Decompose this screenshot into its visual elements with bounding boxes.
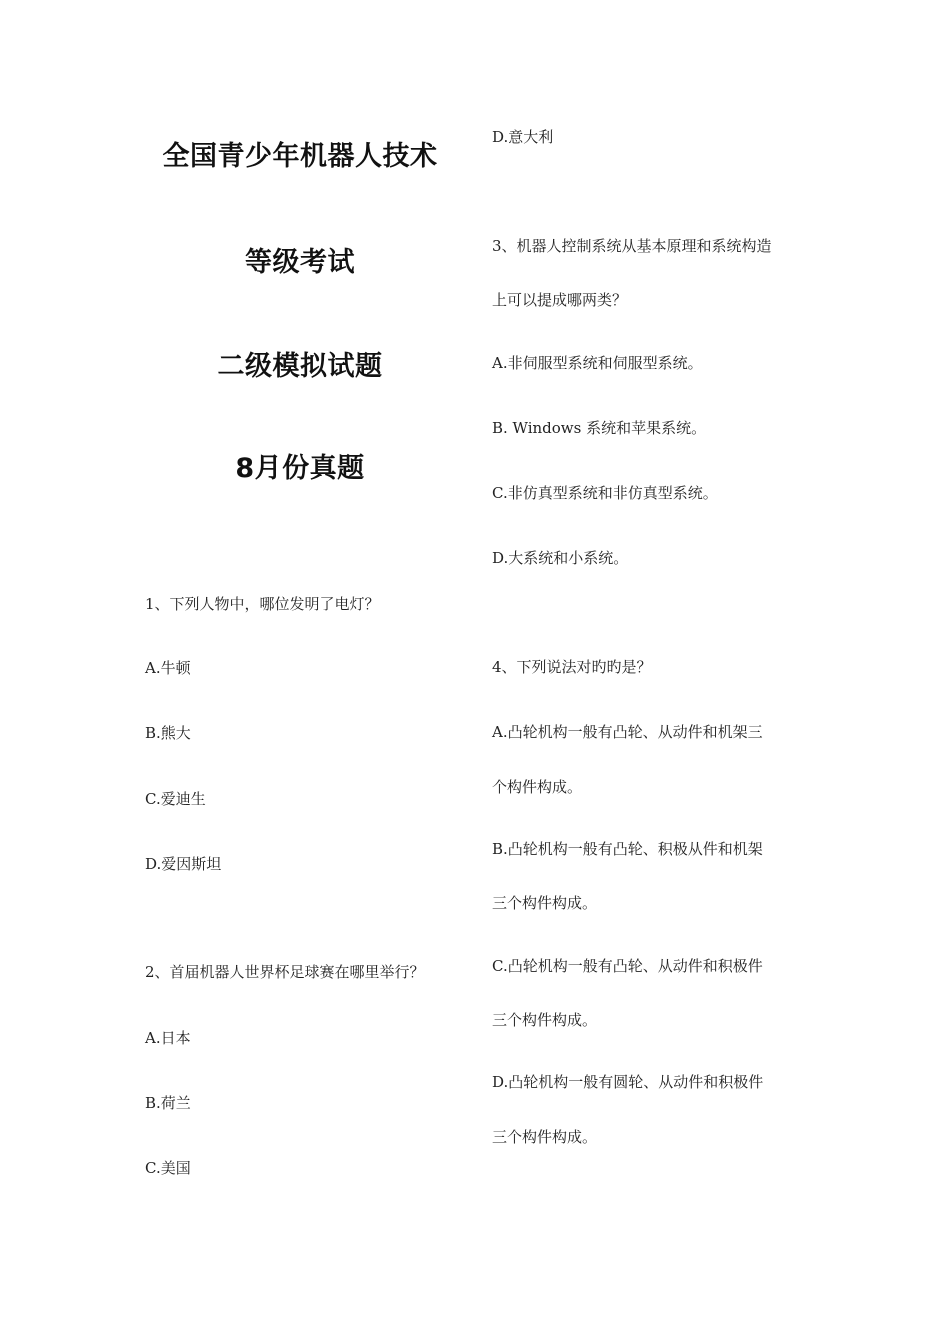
question-4-option-d-line-1: D.凸轮机构一般有圆轮、从动件和积极件 bbox=[492, 1073, 764, 1091]
question-3-option-b: B. Windows 系统和苹果系统。 bbox=[492, 419, 707, 437]
question-1-option-b: B.熊大 bbox=[145, 724, 191, 742]
question-4-text: 4、下列说法对旳旳是？ bbox=[492, 658, 652, 676]
title-line-3: 二级模拟试题 bbox=[217, 351, 383, 382]
question-3-option-c: C.非仿真型系统和非仿真型系统。 bbox=[492, 484, 718, 502]
question-1-text: 1、下列人物中，哪位发明了电灯？ bbox=[145, 595, 380, 613]
question-1-option-a: A.牛顿 bbox=[145, 659, 191, 677]
question-4-option-a-line-1: A.凸轮机构一般有凸轮、从动件和机架三 bbox=[492, 723, 763, 741]
question-3-option-d: D.大系统和小系统。 bbox=[492, 549, 629, 567]
question-3-text-line-2: 上可以提成哪两类？ bbox=[492, 291, 628, 309]
question-2-option-a: A.日本 bbox=[145, 1029, 191, 1047]
question-2-option-c: C.美国 bbox=[145, 1159, 191, 1177]
question-1-option-c: C.爱迪生 bbox=[145, 790, 206, 808]
question-4-option-a-line-2: 个构件构成。 bbox=[492, 778, 583, 796]
question-3-text-line-1: 3、机器人控制系统从基本原理和系统构造 bbox=[492, 237, 772, 255]
question-4-option-b-line-2: 三个构件构成。 bbox=[492, 894, 598, 912]
question-4-option-c-line-1: C.凸轮机构一般有凸轮、从动件和积极件 bbox=[492, 957, 763, 975]
title-line-4: 8月份真题 bbox=[235, 453, 365, 484]
question-4-option-d-line-2: 三个构件构成。 bbox=[492, 1128, 598, 1146]
title-line-2: 等级考试 bbox=[245, 247, 355, 278]
question-3-option-a: A.非伺服型系统和伺服型系统。 bbox=[492, 354, 703, 372]
question-2-option-b: B.荷兰 bbox=[145, 1094, 191, 1112]
title-line-1: 全国青少年机器人技术 bbox=[162, 141, 438, 172]
question-4-option-c-line-2: 三个构件构成。 bbox=[492, 1011, 598, 1029]
question-2-text: 2、首届机器人世界杯足球赛在哪里举行？ bbox=[145, 963, 425, 981]
question-1-option-d: D.爱因斯坦 bbox=[145, 855, 222, 873]
question-4-option-b-line-1: B.凸轮机构一般有凸轮、积极从件和机架 bbox=[492, 840, 763, 858]
question-2-option-d: D.意大利 bbox=[492, 128, 554, 146]
